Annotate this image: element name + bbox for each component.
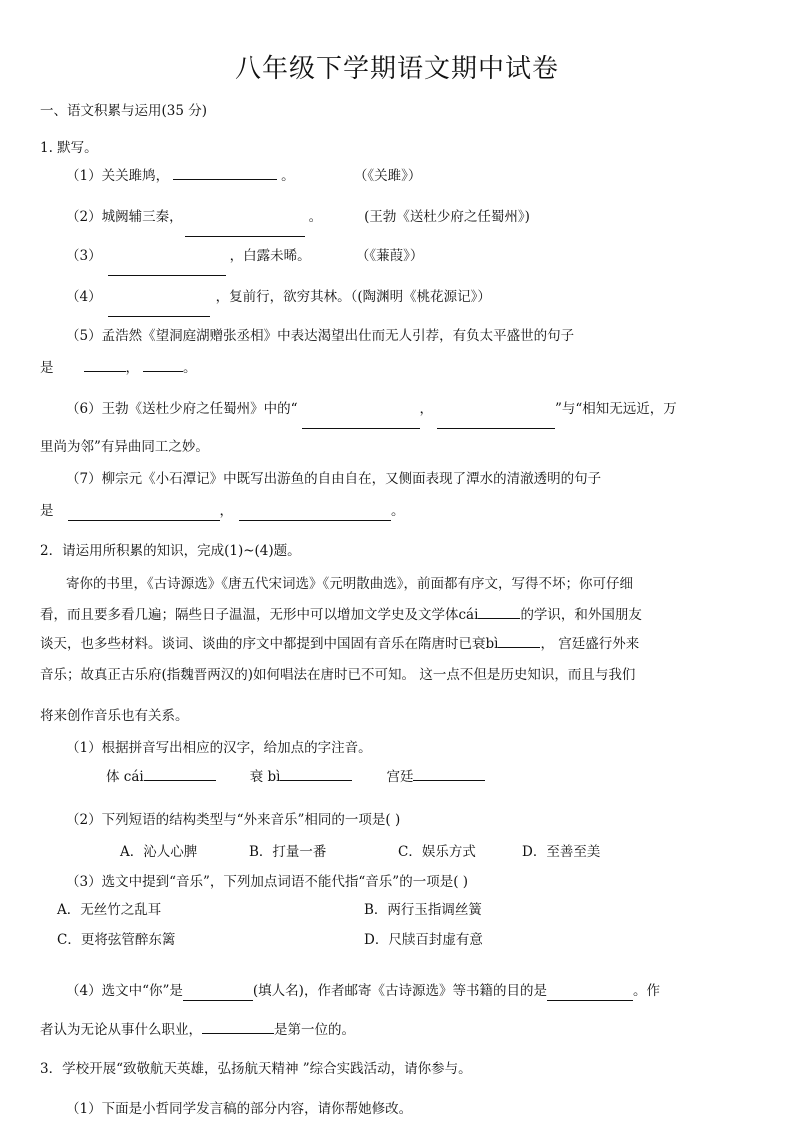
q2-sub-3-option-c[interactable]: C．更将弦管醉东篱	[57, 932, 176, 948]
q2-sub-4-text: 者认为无论从事什么职业，	[40, 1022, 202, 1038]
period: 。	[183, 360, 197, 376]
passage-line-5: 将来创作音乐也有关系。	[40, 708, 189, 724]
q2-sub-1: （1）根据拼音写出相应的汉字，给加点的字注音。	[66, 740, 372, 756]
q1-item-3	[66, 245, 423, 265]
q1-item-6-rest: ”与“相知无远近，万	[555, 401, 677, 417]
answer-blank[interactable]	[143, 357, 183, 372]
pinyin-label: 宫廷	[386, 769, 414, 785]
pinyin-label: 衰 bì	[249, 769, 281, 785]
q1-item-2	[66, 206, 530, 226]
comma: ，	[419, 401, 433, 417]
answer-blank[interactable]	[108, 302, 210, 317]
answer-blank[interactable]	[185, 222, 305, 237]
pinyin-label: 体 cái	[106, 769, 144, 785]
question-1-heading: 1. 默写。	[40, 140, 98, 156]
q2-sub-4-text: （4）选文中“你”是	[66, 983, 183, 999]
answer-blank[interactable]	[84, 357, 126, 372]
q2-sub-4-text: 。作	[632, 983, 660, 999]
answer-blank[interactable]	[280, 766, 352, 781]
q1-item-2-text: （2）城阙辅三秦，	[66, 209, 183, 225]
q3-sub-1: （1）下面是小哲同学发言稿的部分内容，请你帮她修改。	[66, 1101, 413, 1117]
question-3-heading: 3．学校开展“致敬航天英雄，弘扬航天精神 ”综合实践活动，请你参与。	[40, 1061, 472, 1077]
q2-sub-4-text: (填人名)，作者邮寄《古诗源选》等书籍的目的是	[252, 983, 547, 999]
q2-sub-4	[66, 980, 660, 1000]
passage-line-3	[40, 633, 639, 653]
q1-item-7-label: 是	[40, 503, 54, 519]
q2-sub-4-text: 是第一位的。	[274, 1022, 355, 1038]
q1-item-3-text: （3）	[66, 248, 102, 264]
question-2-heading: 2．请运用所积累的知识，完成(1)~(4)题。	[40, 543, 301, 559]
answer-blank[interactable]	[173, 165, 277, 180]
section-heading: 一、语文积累与运用(35 分)	[40, 103, 208, 119]
answer-blank[interactable]	[547, 986, 633, 1001]
q1-item-1	[66, 165, 421, 185]
q1-item-4-text: （4）	[66, 289, 102, 305]
q1-item-5: （5）孟浩然《望洞庭湖赠张丞相》中表达渴望出仕而无人引荐，有负太平盛世的句子	[66, 328, 575, 344]
passage-line-2	[40, 604, 642, 624]
passage-text: 看，而且要多看几遍；隔些日子温温，无形中可以增加文学史及文学体cái	[40, 607, 479, 623]
q1-item-7-answer	[40, 500, 405, 520]
q1-item-4-rest: ，复前行，欲穷其林。（(陶渊明《桃花源记》）	[215, 289, 491, 305]
answer-blank[interactable]	[108, 261, 226, 276]
passage-line-1: 寄你的书里，《古诗源选》《唐五代宋词选》《元明散曲选》，前面都有序文，写得不坏；你可仔细	[66, 576, 633, 592]
q1-item-4	[66, 286, 491, 306]
q1-item-6-cont: 里尚为邻”有异曲同工之妙。	[40, 439, 209, 455]
answer-blank[interactable]	[478, 604, 520, 619]
answer-blank[interactable]	[239, 506, 391, 521]
q1-item-1-text: （1）关关雎鸠，	[66, 168, 170, 184]
answer-blank[interactable]	[183, 986, 253, 1001]
answer-blank[interactable]	[68, 506, 220, 521]
q2-sub-1-blanks	[106, 766, 485, 786]
q1-item-5-label: 是	[40, 360, 54, 376]
q1-item-5-answer	[40, 357, 197, 377]
comma: ，	[125, 360, 139, 376]
answer-blank[interactable]	[202, 1019, 274, 1034]
passage-text: 谈天，也多些材料。谈词、谈曲的序文中都提到中国固有音乐在隋唐时已衰bì	[40, 636, 499, 652]
q2-sub-3-option-b[interactable]: B．两行玉指调丝簧	[364, 902, 482, 918]
q1-item-2-period: 。	[308, 209, 323, 225]
q2-sub-2-option-c[interactable]: C．娱乐方式	[398, 844, 476, 860]
q2-sub-3: （3）选文中提到“音乐”，下列加点词语不能代指“音乐”的一项是( )	[66, 874, 469, 890]
q2-sub-2: （2）下列短语的结构类型与“外来音乐”相同的一项是( )	[66, 812, 401, 828]
passage-text: 的学识，和外国朋友	[520, 607, 642, 623]
q1-item-1-period: 。	[281, 168, 295, 184]
period: 。	[391, 503, 405, 519]
q2-sub-2-option-d[interactable]: D．至善至美	[522, 844, 601, 860]
q1-item-2-source: (王勃《送杜少府之任蜀州》)	[364, 209, 530, 225]
comma: ，	[219, 503, 233, 519]
answer-blank[interactable]	[437, 414, 555, 429]
q2-sub-4-cont	[40, 1019, 355, 1039]
q1-item-6	[66, 398, 677, 418]
passage-text: ， 宫廷盛行外来	[540, 636, 640, 652]
answer-blank[interactable]	[144, 766, 216, 781]
q1-item-7: （7）柳宗元《小石潭记》中既写出游鱼的自由自在，又侧面表现了潭水的清澈透明的句子	[66, 471, 602, 487]
passage-line-4: 音乐；故真正古乐府(指魏晋两汉的)如何唱法在唐时已不可知。 这一点不但是历史知识，而且与我们	[40, 667, 636, 683]
answer-blank[interactable]	[302, 414, 420, 429]
q1-item-1-source: （《关雎》）	[360, 168, 422, 184]
q1-item-6-text: （6）王勃《送杜少府之任蜀州》中的“	[66, 401, 298, 417]
answer-blank[interactable]	[413, 766, 485, 781]
q2-sub-3-option-a[interactable]: A．无丝竹之乱耳	[57, 902, 162, 918]
answer-blank[interactable]	[498, 633, 540, 648]
q1-item-3-source: （《蒹葭》）	[362, 248, 424, 264]
q1-item-3-rest: ，白露未晞。	[229, 248, 311, 264]
q2-sub-2-option-a[interactable]: A．沁人心脾	[120, 844, 198, 860]
q2-sub-3-option-d[interactable]: D．尺牍百封虚有意	[364, 932, 483, 948]
q2-sub-2-option-b[interactable]: B．打量一番	[249, 844, 327, 860]
page-title: 八年级下学期语文期中试卷	[234, 54, 559, 84]
